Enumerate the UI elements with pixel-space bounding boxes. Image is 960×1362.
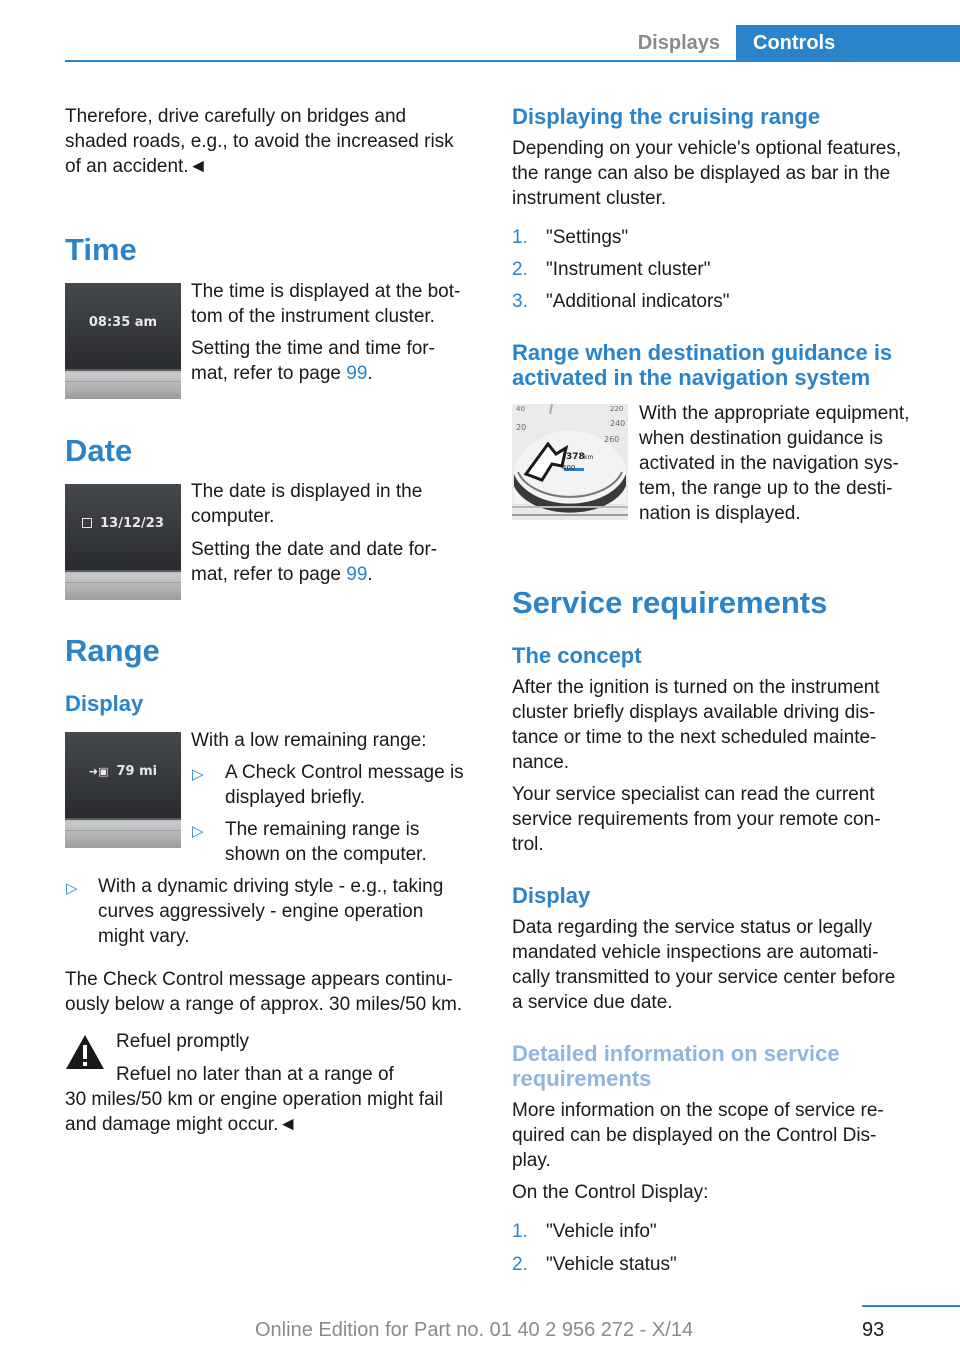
bullet-triangle-icon: ▷	[192, 766, 204, 783]
range-display-value: 79 mi	[116, 764, 158, 779]
step-number: 1.	[512, 1221, 528, 1242]
header-chapter-tab: Controls	[736, 25, 960, 62]
detail-heading: Detailed information on service requirements	[512, 1041, 840, 1091]
range-lead: With a low remaining range:	[191, 730, 427, 751]
footer-edition-text: Online Edition for Part no. 01 40 2 956 272 - X/14	[255, 1319, 694, 1341]
footer-rule	[862, 1305, 960, 1307]
step-number: 1.	[512, 227, 528, 248]
detail-body: More information on the scope of service re- quired can be displayed on the Control Dis- play.	[512, 1100, 884, 1171]
step-number: 2.	[512, 259, 528, 280]
intro-text: Therefore, drive carefully on bridges and shaded roads, e.g., to avoid the increased risk of an accident.◄	[65, 106, 454, 177]
gauge-tick: 400	[562, 464, 576, 472]
step-number: 2.	[512, 1254, 528, 1275]
speedometer-range-image	[512, 404, 628, 520]
warning-body-rest: 30 miles/50 km or engine operation might fail and damage might occur.◄	[65, 1089, 444, 1135]
guidance-range-heading: Range when destination guidance is activated in the navigation system	[512, 340, 893, 390]
guidance-body: With the appropriate equipment, when destination guidance is activated in the navigation sys- tem, the range up to the desti- nation is displayed.	[639, 403, 910, 524]
cruising-step-3: "Additional indicators"	[546, 291, 730, 312]
cruising-range-heading: Displaying the cruising range	[512, 104, 821, 129]
concept-body: After the ignition is turned on the instrument cluster briefly displays available driving dis- tance or time to the next scheduled mainte- nance.	[512, 677, 880, 773]
on-control-display-text: On the Control Display:	[512, 1182, 709, 1203]
cruising-step-2: "Instrument cluster"	[546, 259, 711, 280]
time-settings-paragraph: Setting the time and time for- mat, refer to page 99.	[191, 338, 435, 384]
service-step-1: "Vehicle info"	[546, 1221, 657, 1242]
service-heading: Service requirements	[512, 585, 828, 620]
time-page-link[interactable]: 99	[346, 363, 368, 384]
range-bullet-2: The remaining range is shown on the computer.	[225, 819, 427, 865]
step-number: 3.	[512, 291, 528, 312]
fuel-pump-icon: ➜▣	[88, 765, 109, 778]
gauge-tick: 260	[604, 435, 620, 444]
cruising-range-body: Depending on your vehicle's optional features, the range can also be displayed as bar in the instrument cluster.	[512, 138, 902, 209]
gauge-tick: 40	[516, 405, 525, 413]
service-display-heading: Display	[512, 883, 591, 908]
range-heading: Range	[65, 633, 160, 668]
date-heading: Date	[65, 433, 133, 468]
date-display-image	[65, 484, 181, 600]
page-number: 93	[862, 1319, 885, 1341]
gauge-range-value: 378	[566, 452, 585, 462]
calendar-icon	[82, 518, 92, 528]
range-check-control-paragraph: The Check Control message appears continu- ously below a range of approx. 30 miles/50 km.	[65, 969, 463, 1015]
range-bullet-3: With a dynamic driving style - e.g., taking curves aggressively - engine operation might vary.	[98, 876, 444, 947]
date-paragraph: The date is displayed in the computer.	[191, 481, 423, 527]
concept-heading: The concept	[512, 643, 642, 668]
date-page-link[interactable]: 99	[346, 564, 368, 585]
time-display-image	[65, 283, 181, 399]
gauge-tick: 220	[610, 405, 624, 413]
time-paragraph: The time is displayed at the bot- tom of the instrument cluster.	[191, 281, 461, 327]
concept-body-2: Your service specialist can read the current service requirements from your remote con- trol.	[512, 784, 881, 855]
gauge-tick: 20	[516, 423, 527, 432]
service-step-2: "Vehicle status"	[546, 1254, 677, 1275]
service-display-body: Data regarding the service status or legally mandated vehicle inspections are automati- cally transmitted to your service center before a service due date.	[512, 917, 896, 1013]
cruising-step-1: "Settings"	[546, 227, 629, 248]
warning-triangle-icon	[65, 1034, 105, 1070]
gauge-tick: 240	[610, 419, 626, 428]
bullet-triangle-icon: ▷	[192, 823, 204, 840]
header-section-tab: Displays	[637, 32, 720, 54]
warning-title: Refuel promptly	[116, 1031, 250, 1052]
date-display-value: 13/12/23	[100, 516, 164, 531]
range-display-image	[65, 732, 181, 848]
range-bullet-1: A Check Control message is displayed briefly.	[225, 762, 464, 808]
warning-body-line1: Refuel no later than at a range of	[116, 1064, 394, 1085]
bullet-triangle-icon: ▷	[66, 880, 78, 897]
date-settings-paragraph: Setting the date and date for- mat, refer to page 99.	[191, 539, 438, 585]
time-display-value: 08:35 am	[88, 315, 158, 330]
time-heading: Time	[65, 232, 137, 267]
range-display-subheading: Display	[65, 691, 144, 716]
gauge-range-unit: km	[584, 454, 594, 461]
header-rule	[65, 60, 960, 62]
